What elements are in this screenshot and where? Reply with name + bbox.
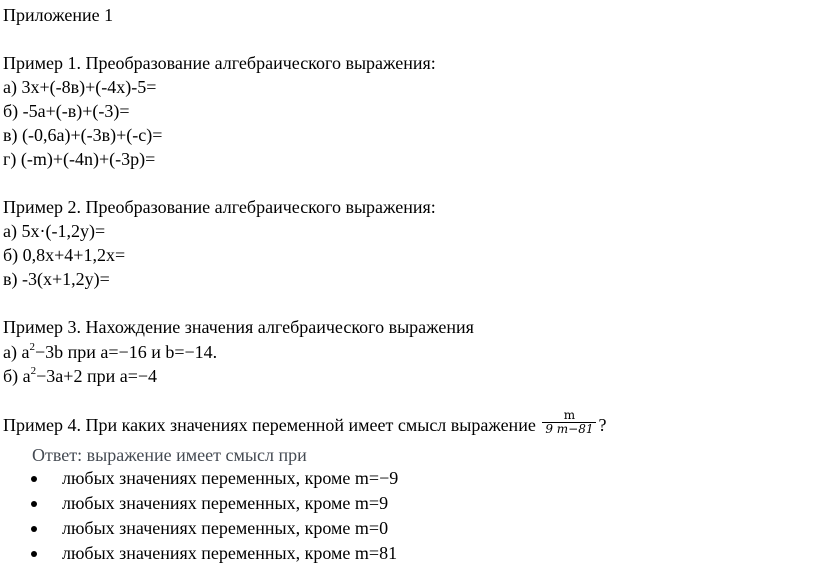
example4-fraction bbox=[542, 409, 596, 436]
example1-item-b: б) -5a+(-в)+(-3)= bbox=[3, 101, 130, 121]
answer-option-text: любых значениях переменных, кроме m=81 bbox=[62, 543, 398, 563]
example2-item-c: в) -3(x+1,2y)= bbox=[3, 269, 110, 289]
bullet-icon bbox=[31, 476, 37, 482]
example3-item-a-prefix: а) a bbox=[3, 342, 30, 362]
example1-item-a: а) 3x+(-8в)+(-4x)-5= bbox=[3, 77, 157, 97]
bullet-icon bbox=[31, 501, 37, 507]
fraction-denominator: 9 m−81 bbox=[542, 422, 596, 436]
answer-title: Ответ: выражение имеет смысл при bbox=[32, 445, 307, 465]
fraction-numerator: m bbox=[563, 408, 576, 423]
answer-option-text: любых значениях переменных, кроме m=0 bbox=[62, 518, 389, 538]
example3-item-b-suffix: −3a+2 при a=−4 bbox=[36, 366, 158, 386]
example1-heading: Пример 1. Преобразование алгебраического выражения: bbox=[3, 53, 436, 73]
example3-item-b-prefix: б) a bbox=[3, 366, 31, 386]
example2-item-a: а) 5x·(-1,2y)= bbox=[3, 221, 106, 241]
example3-item-a-exponent: 2 bbox=[29, 341, 35, 353]
example4-question bbox=[3, 408, 607, 443]
answer-option-text: любых значениях переменных, кроме m=−9 bbox=[62, 468, 399, 488]
example3-item-b-exponent: 2 bbox=[30, 365, 37, 377]
appendix-title: Приложение 1 bbox=[3, 5, 114, 25]
example2-item-b: б) 0,8x+4+1,2x= bbox=[3, 245, 126, 265]
example3-item-a bbox=[3, 340, 217, 364]
example4-question-end: ? bbox=[598, 415, 607, 435]
example2-heading: Пример 2. Преобразование алгебраического выражения: bbox=[3, 197, 436, 217]
answer-option-text: любых значениях переменных, кроме m=9 bbox=[62, 493, 389, 513]
example3-item-b bbox=[3, 364, 157, 388]
example3-item-a-suffix: −3b при a=−16 и b=−14. bbox=[34, 342, 218, 362]
example4-question-text: Пример 4. При каких значениях переменной имеет смысл выражение bbox=[3, 415, 536, 435]
bullet-icon bbox=[31, 551, 37, 557]
example1-item-c: в) (-0,6a)+(-3в)+(-c)= bbox=[3, 125, 163, 145]
example3-heading: Пример 3. Нахождение значения алгебраического выражения bbox=[3, 317, 474, 337]
example1-item-d: г) (-m)+(-4n)+(-3p)= bbox=[3, 149, 156, 169]
bullet-icon bbox=[31, 526, 37, 532]
